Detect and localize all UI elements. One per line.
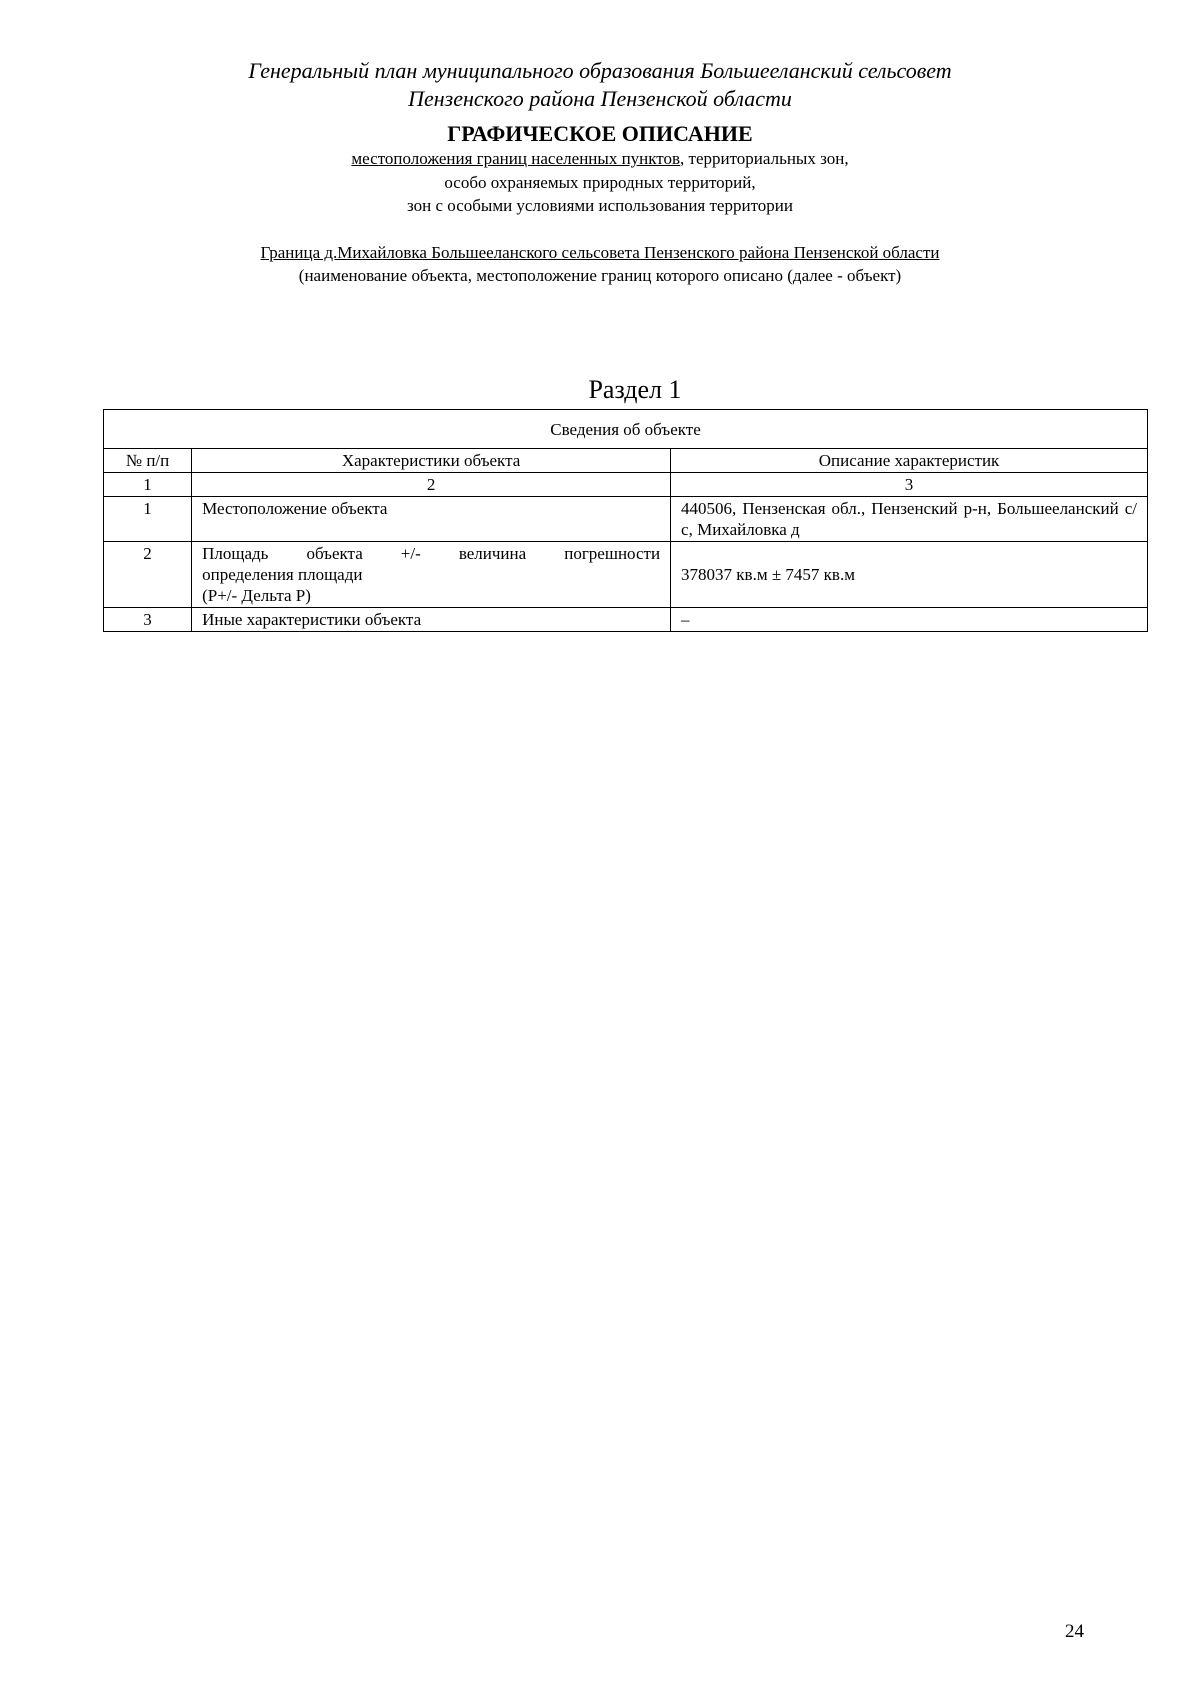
row-num: 1: [104, 497, 192, 542]
table-caption: Сведения об объекте: [104, 410, 1148, 449]
column-number-3: 3: [671, 473, 1148, 497]
table-row: [104, 542, 1148, 608]
plan-title-line-1: Генеральный план муниципального образования Большееланский сельсовет: [248, 58, 952, 83]
column-number-2: 2: [192, 473, 671, 497]
column-number-1: 1: [104, 473, 192, 497]
table-header-row: [104, 449, 1148, 473]
subtitle-rest: , территориальных зон,: [680, 149, 849, 168]
subtitle-line-1: [0, 148, 1200, 170]
table-caption-row: [104, 410, 1148, 449]
subtitle-line-2: особо охраняемых природных территорий,: [444, 173, 756, 192]
table-row: [104, 497, 1148, 542]
table-row: [104, 608, 1148, 632]
row-characteristic: Местоположение объекта: [192, 497, 671, 542]
header-description: Описание характеристик: [671, 449, 1148, 473]
document-title: ГРАФИЧЕСКОЕ ОПИСАНИЕ: [447, 121, 753, 146]
row-num: 2: [104, 542, 192, 608]
header-characteristic: Характеристики объекта: [192, 449, 671, 473]
section-title: Раздел 1: [588, 375, 682, 404]
row-description: –: [671, 608, 1148, 632]
page-number: 24: [1065, 1621, 1084, 1642]
row-description: 440506, Пензенская обл., Пензенский р-н, Большееланский с/с, Михайловка д: [671, 497, 1148, 542]
subtitle-line-3: зон с особыми условиями использования территории: [407, 196, 793, 215]
object-name-text: Граница д.Михайловка Большееланского сельсовета Пензенского района Пензенской области: [260, 243, 940, 262]
object-name: [0, 242, 1200, 264]
row-characteristic: [192, 542, 671, 608]
subtitle-underlined: местоположения границ населенных пунктов: [351, 149, 681, 168]
header-num: № п/п: [104, 449, 192, 473]
object-info-table: [103, 409, 1148, 632]
plan-title-line-2: Пензенского района Пензенской области: [408, 86, 792, 111]
row-characteristic-line-2: определения площади: [202, 565, 363, 584]
row-description: 378037 кв.м ± 7457 кв.м: [671, 542, 1148, 608]
object-name-note: (наименование объекта, местоположение границ которого описано (далее - объект): [298, 266, 902, 285]
column-number-row: [104, 473, 1148, 497]
row-characteristic: Иные характеристики объекта: [192, 608, 671, 632]
row-characteristic-line-3: (P+/- Дельта P): [202, 586, 311, 605]
row-characteristic-line-1: Площадь объекта +/- величина погрешности: [202, 544, 661, 563]
row-num: 3: [104, 608, 192, 632]
